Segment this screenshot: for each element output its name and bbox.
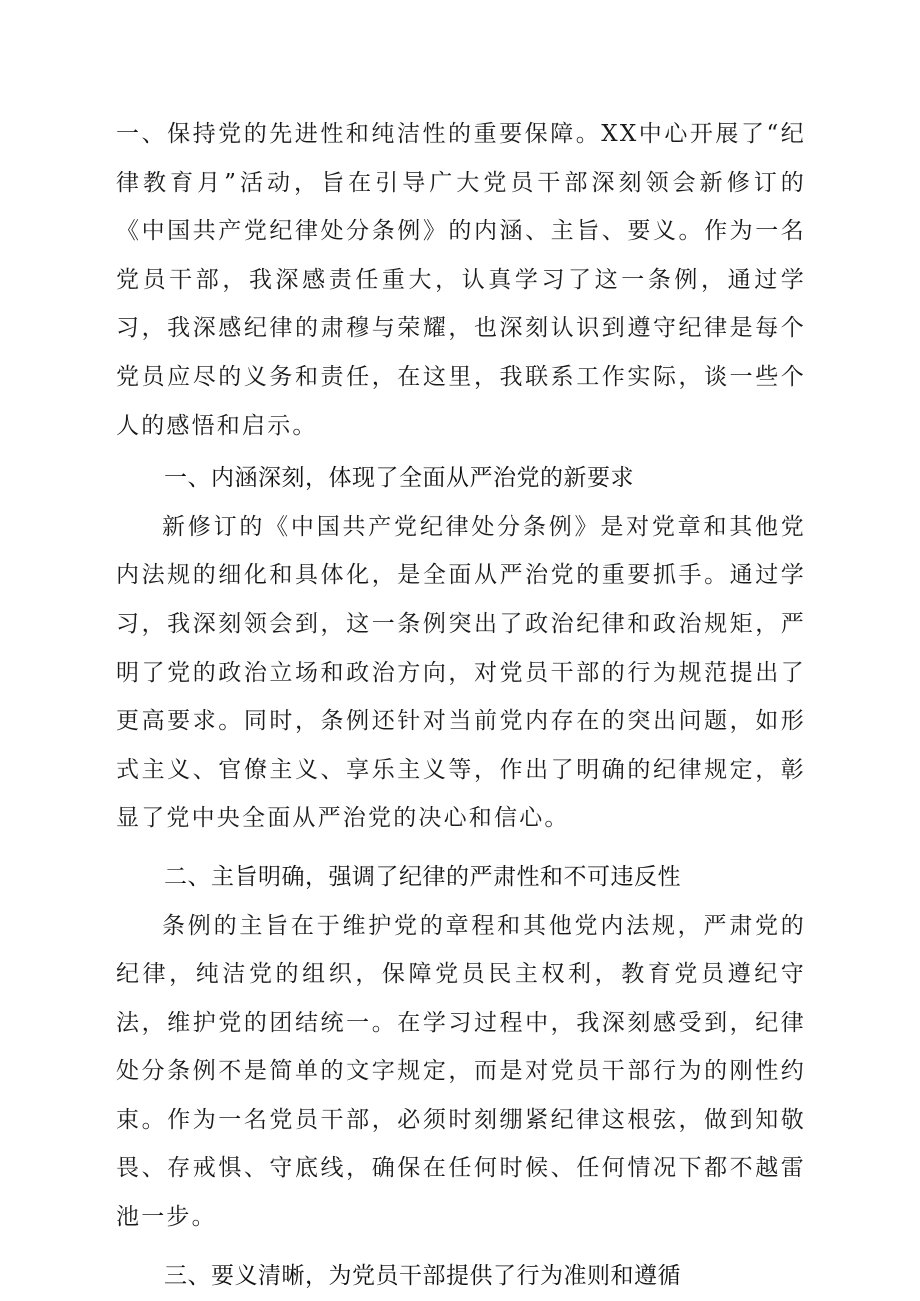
section-1-body: 新修订的《中国共产党纪律处分条例》是对党章和其他党内法规的细化和具体化，是全面从严治党的重要抓手。通过学习，我深刻领会到，这一条例突出了政治纪律和政治规矩，严明了党的政治立场和政治方向，对党员干部的行为规范提出了更高要求。同时，条例还针对当前党内存在的突出问题，如形式主义、官僚主义、享乐主义等，作出了明确的纪律规定，彰显了党中央全面从严治党的决心和信心。	[116, 513, 806, 832]
section-3-heading: 三、要义清晰，为党员干部提供了行为准则和遵循	[164, 1262, 681, 1289]
section-1-heading: 一、内涵深刻，体现了全面从严治党的新要求	[164, 465, 634, 492]
section-2-heading: 二、主旨明确，强调了纪律的严肃性和不可违反性	[164, 863, 681, 890]
document-page	[116, 110, 806, 1300]
section-2-body: 条例的主旨在于维护党的章程和其他党内法规，严肃党的纪律，纯洁党的组织，保障党员民主权利，教育党员遵纪守法，维护党的团结统一。在学习过程中，我深刻感受到，纪律处分条例不是简单的文字规定，而是对党员干部行为的刚性约束。作为一名党员干部，必须时刻绷紧纪律这根弦，做到知敬畏、存戒惧、守底线，确保在任何时候、任何情况下都不越雷池一步。	[116, 912, 806, 1231]
intro-paragraph: 一、保持党的先进性和纯洁性的重要保障。XX中心开展了“纪律教育月”活动，旨在引导广大党员干部深刻领会新修订的《中国共产党纪律处分条例》的内涵、主旨、要义。作为一名党员干部，我深感责任重大，认真学习了这一条例，通过学习，我深感纪律的肃穆与荣耀，也深刻认识到遵守纪律是每个党员应尽的义务和责任，在这里，我联系工作实际，谈一些个人的感悟和启示。	[116, 121, 806, 439]
